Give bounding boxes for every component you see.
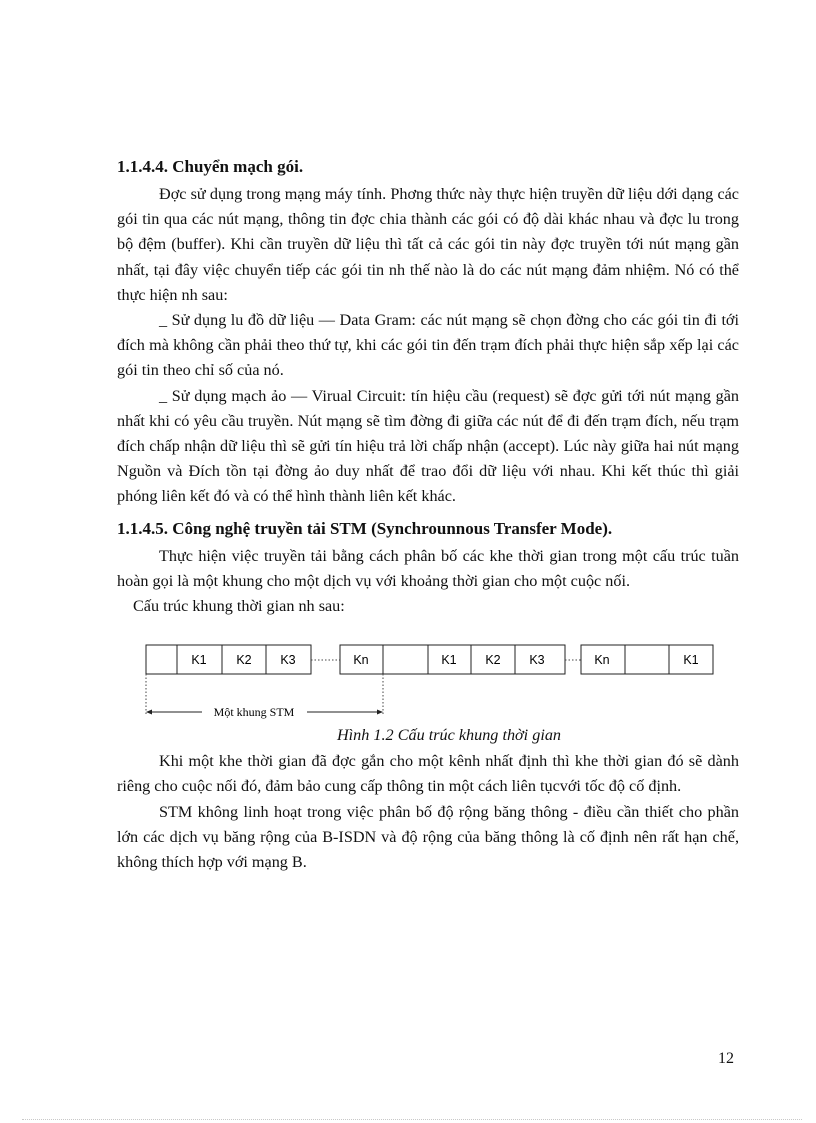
section-heading-packet-switching: 1.1.4.4. Chuyển mạch gói.	[117, 157, 304, 176]
paragraph: _ Sử dụng lu đồ dữ liệu — Data Gram: các nút mạng sẽ chọn đờng cho các gói tin đi tới đích mà không cần phải theo thứ tự, khi các gói tin đến trạm đích phải thực hiện sắp xếp lại các gói tin theo chỉ số của nó.	[117, 311, 739, 380]
footer-divider	[22, 1119, 802, 1120]
slot-label: Kn	[353, 653, 369, 668]
section-heading-stm: 1.1.4.5. Công nghệ truyền tải STM (Synchrounnous Transfer Mode).	[117, 518, 613, 538]
paragraph: Đợc sử dụng trong mạng máy tính. Phơng thức này thực hiện truyền dữ liệu dới dạng các gói tin qua các nút mạng, thông tin đợc chia thành các gói có độ dài khác nhau và đợc lu trong bộ đệm (buffer). Khi cần truyền dữ liệu thì tất cả các gói tin này đợc truyền tới nút mạng gần nhất, tại đây việc chuyển tiếp các gói tin nh thế nào là do các nút mạng đảm nhiệm. Nó có thể thực hiện nh sau:	[117, 185, 739, 304]
page-content	[117, 156, 739, 875]
slot-label: K1	[683, 653, 699, 668]
paragraph: _ Sử dụng mạch ảo — Virual Circuit: tín hiệu cầu (request) sẽ đợc gửi tới nút mạng gần nhất khi có yêu cầu truyền. Nút mạng sẽ tìm đờng đi giữa các nút để đi đến trạm đích, nếu trạm đích chấp nhận dữ liệu thì sẽ gửi tín hiệu trả lời chấp nhận (accept). Lúc này giữa hai nút mạng Nguồn và Đích tồn tại đờng ảo duy nhất để trao đổi dữ liệu với nhau. Khi kết thúc thì giải phóng liên kết đó và có thể hình thành liên kết khác.	[117, 386, 739, 506]
page-number: 12	[718, 1050, 734, 1067]
figure-caption: Hình 1.2 Cấu trúc khung thời gian	[336, 726, 562, 745]
slot-label: K3	[280, 653, 296, 668]
paragraph: Cấu trúc khung thời gian nh sau:	[133, 597, 345, 616]
frame-span-label: Một khung STM	[213, 705, 295, 720]
slot-label: K3	[529, 653, 545, 668]
slot-label: Kn	[594, 653, 610, 668]
paragraph: Thực hiện việc truyền tải bằng cách phân bố các khe thời gian trong một cấu trúc tuần hoàn gọi là một khung cho một dịch vụ với khoảng thời gian cho một cuộc nối.	[117, 546, 739, 590]
stm-frame-figure	[117, 631, 739, 723]
paragraph: Khi một khe thời gian đã đợc gắn cho một kênh nhất định thì khe thời gian đó sẽ dành riêng cho cuộc nối đó, đảm bảo cung cấp thông tin một cách liên tụcvới tốc độ cố định.	[117, 752, 739, 796]
slot-label: K2	[236, 653, 252, 668]
slot-label: K1	[441, 653, 457, 668]
slot-label: K1	[191, 653, 207, 668]
slot-label: K2	[485, 653, 501, 668]
paragraph: STM không linh hoạt trong việc phân bố độ rộng băng thông - điều cần thiết cho phần lớn các dịch vụ băng rộng của B-ISDN và độ rộng của băng thông là cố định nên rất hạn chế, không thích hợp với mạng B.	[117, 802, 739, 872]
